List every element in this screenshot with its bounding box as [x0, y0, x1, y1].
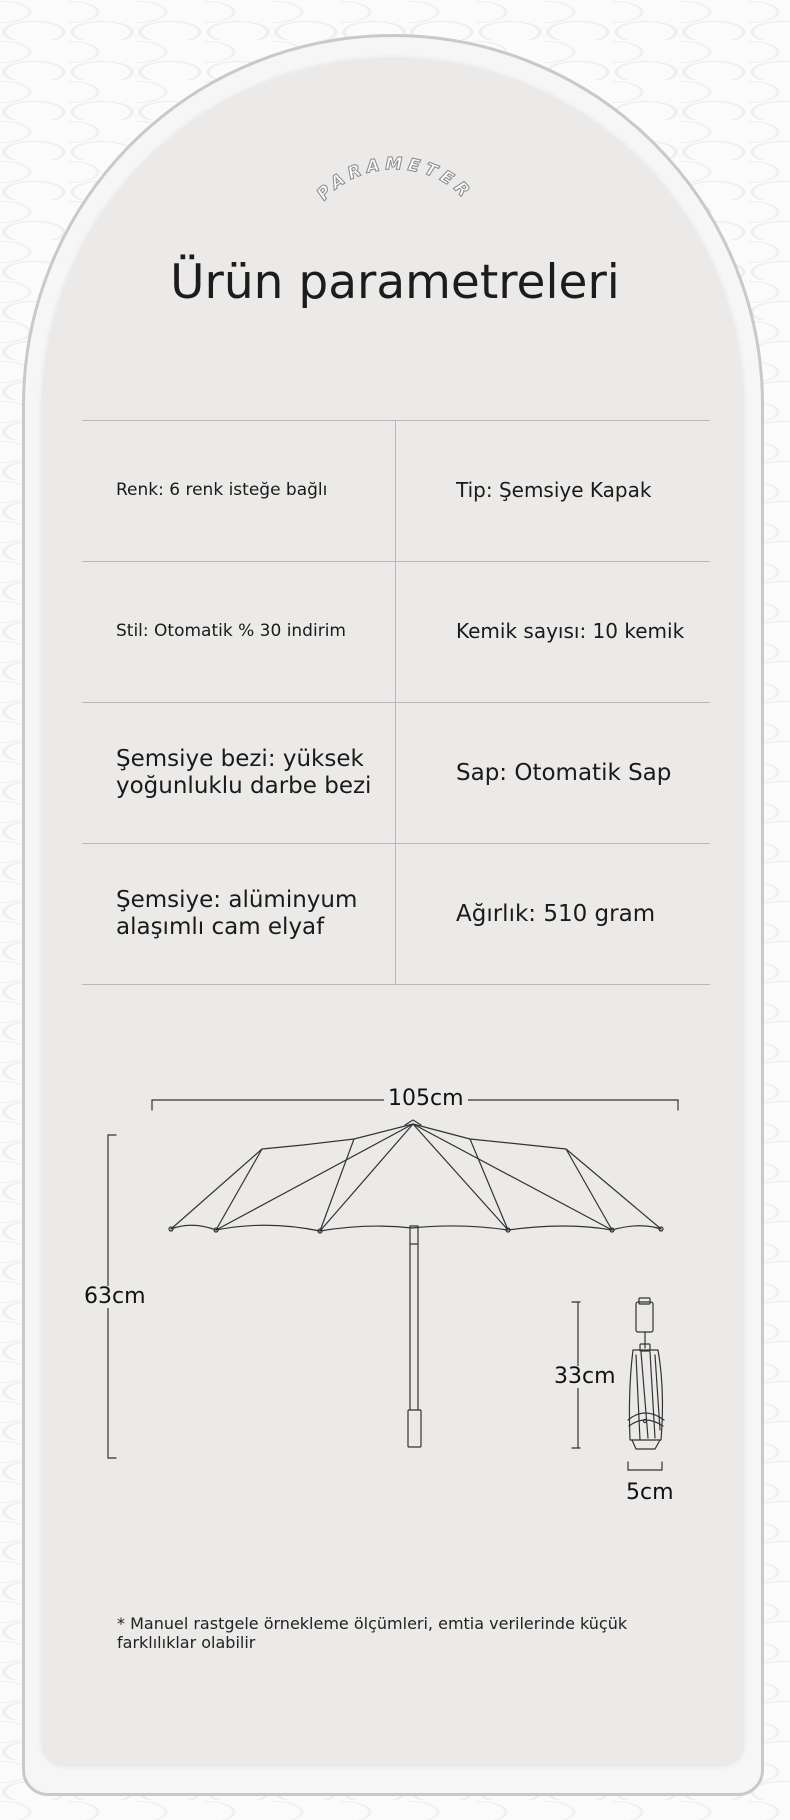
spec-rib-count: Kemik sayısı: 10 kemik — [456, 619, 685, 644]
spec-row — [82, 420, 710, 561]
parameter-arc-heading — [295, 140, 495, 240]
measurement-footnote: * Manuel rastgele örnekleme ölçümleri, emtia verilerinde küçük farklılıklar olabilir — [117, 1614, 628, 1653]
arc-word-text: PARAMETER — [313, 154, 477, 205]
spec-style: Stil: Otomatik % 30 indirim — [116, 621, 346, 642]
spec-cell — [396, 562, 710, 702]
spec-type: Tip: Şemsiye Kapak — [456, 478, 652, 503]
spec-weight: Ağırlık: 510 gram — [456, 900, 656, 927]
folded-length-label: 33cm — [550, 1366, 620, 1388]
spec-cell — [82, 562, 396, 702]
spec-cell — [396, 421, 710, 561]
spec-row — [82, 843, 710, 985]
open-height-label: 63cm — [80, 1286, 150, 1308]
spec-row — [82, 702, 710, 843]
spec-cell — [82, 421, 396, 561]
spec-row — [82, 561, 710, 702]
spec-cell — [396, 844, 710, 984]
spec-color: Renk: 6 renk isteğe bağlı — [116, 480, 328, 501]
folded-width-dimension-line — [628, 1462, 662, 1470]
spec-handle: Sap: Otomatik Sap — [456, 759, 672, 786]
spec-cell — [82, 703, 396, 843]
page-title: Ürün parametreleri — [170, 255, 620, 310]
folded-umbrella-illustration — [628, 1298, 664, 1449]
umbrella-size-diagram — [0, 1080, 790, 1530]
spec-frame-material: Şemsiye: alüminyum alaşımlı cam elyaf — [116, 887, 358, 940]
svg-text:PARAMETER — [313, 154, 476, 204]
folded-width-label: 5cm — [622, 1482, 678, 1504]
spec-fabric: Şemsiye bezi: yüksek yoğunluklu darbe bezi — [116, 746, 372, 799]
spec-cell — [396, 703, 710, 843]
spec-table — [82, 420, 710, 985]
spec-cell — [82, 844, 396, 984]
open-width-label: 105cm — [384, 1088, 468, 1110]
open-umbrella-illustration — [169, 1120, 663, 1447]
